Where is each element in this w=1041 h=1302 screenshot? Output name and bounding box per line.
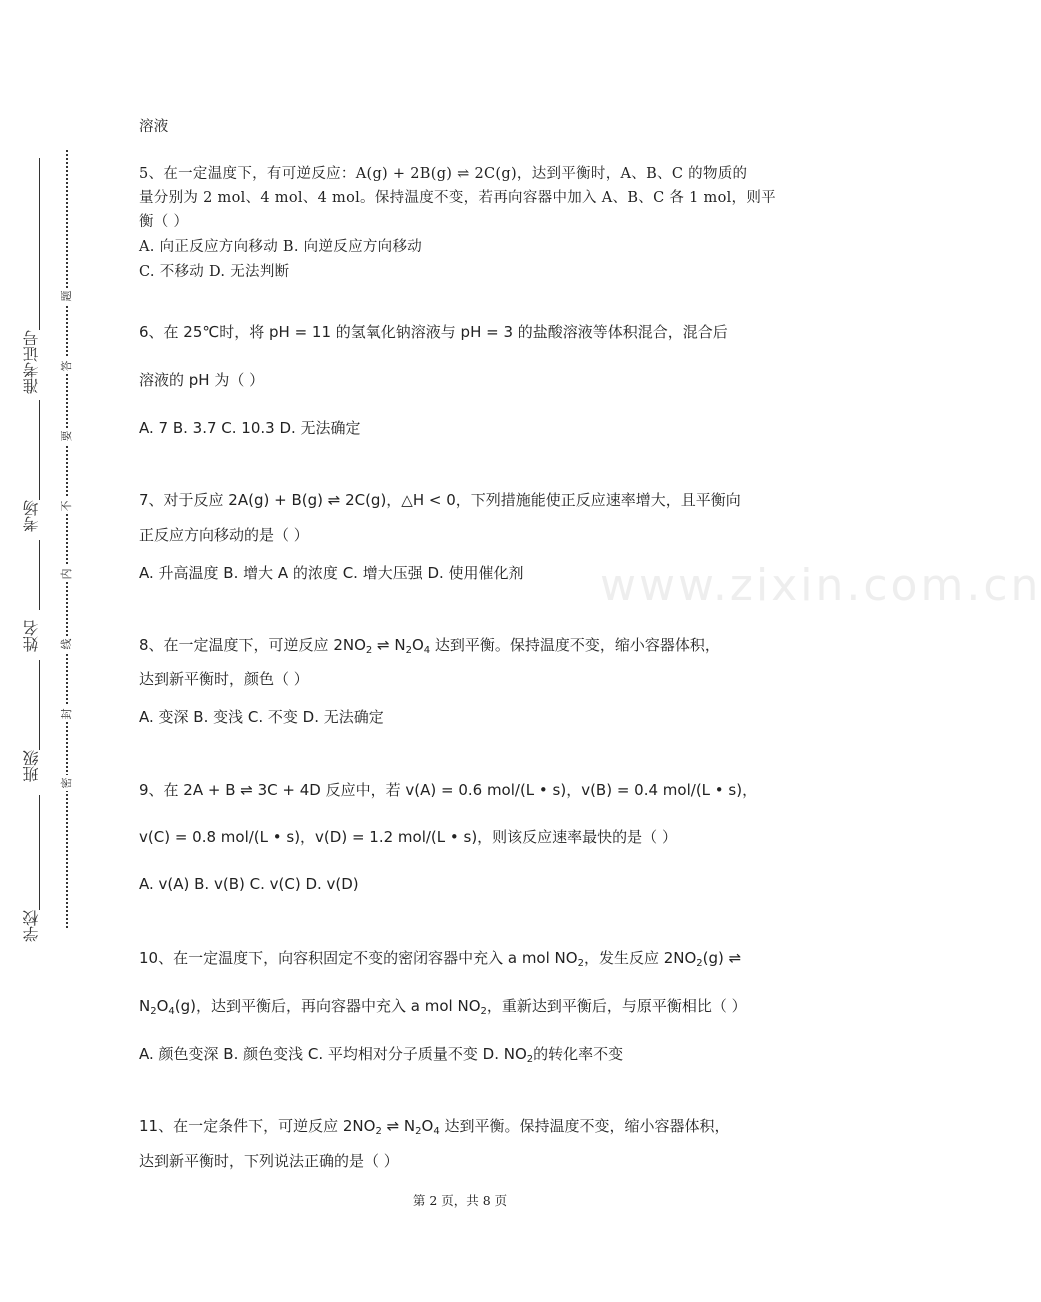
q8-options: A. 变深 B. 变浅 C. 不变 D. 无法确定 — [139, 708, 384, 726]
seal-char: 密 — [58, 775, 74, 791]
side-line-bj — [39, 660, 40, 750]
q7-line-1: 7、对于反应 2A(g) + B(g) ⇌ 2C(g)，△H < 0，下列措施能使正反应速率增大，且平衡向 — [139, 491, 741, 509]
seal-char: 不 — [58, 498, 74, 514]
seal-char: 答 — [58, 358, 74, 374]
continuation-text: 溶液 — [139, 119, 169, 135]
seal-char: 封 — [58, 706, 74, 722]
q6-line-2: 溶液的 pH 为（ ） — [139, 371, 265, 389]
seal-char: 要 — [58, 428, 74, 444]
seal-char: 内 — [58, 566, 74, 582]
page-footer: 第 2 页，共 8 页 — [412, 1193, 508, 1208]
q7-line-2: 正反应方向移动的是（ ） — [139, 526, 309, 544]
seal-char: 题 — [58, 288, 74, 304]
q9-options: A. v(A) B. v(B) C. v(C) D. v(D) — [139, 875, 359, 893]
side-line-xm — [39, 540, 40, 610]
q5-line-1: 5、在一定温度下，有可逆反应：A(g) + 2B(g) ⇌ 2C(g)，达到平衡时，A、B、C 的物质的 — [139, 166, 748, 182]
side-line-kc — [39, 400, 40, 500]
side-label-exam-room: 考场 — [22, 500, 41, 532]
q10-line-1: 10、在一定温度下，向容积固定不变的密闭容器中充入 a mol $NO_2$，发生反应 $2NO_2(g)$ ⇌ — [139, 949, 742, 969]
q8-line-1: 8、在一定温度下，可逆反应 $2NO_2$ ⇌ $N_2O_4$ 达到平衡。保持温度不变，缩小容器体积， — [139, 636, 720, 656]
q5-line-3: 衡（ ） — [139, 214, 189, 230]
q11-line-2: 达到新平衡时，下列说法正确的是（ ） — [139, 1152, 399, 1170]
q10-line-2: $N_2O_4(g)$，达到平衡后，再向容器中充入 a mol $NO_2$，重新达到平衡后，与原平衡相比（ ） — [139, 997, 747, 1017]
q6-options: A. 7 B. 3.7 C. 10.3 D. 无法确定 — [139, 419, 361, 437]
side-label-class: 班级 — [22, 750, 41, 782]
q7-options: A. 升高温度 B. 增大 A 的浓度 C. 增大压强 D. 使用催化剂 — [139, 564, 524, 582]
q10-options: A. 颜色变深 B. 颜色变浅 C. 平均相对分子质量不变 D. $NO_2$的转化率不变 — [139, 1045, 624, 1065]
q9-line-2: v(C) = 0.8 mol/(L • s)，v(D) = 1.2 mol/(L • s)，则该反应速率最快的是（ ） — [139, 828, 677, 846]
q5-option-cd: C. 不移动 D. 无法判断 — [139, 264, 290, 280]
q9-line-1: 9、在 2A + B ⇌ 3C + 4D 反应中，若 v(A) = 0.6 mol/(L • s)，v(B) = 0.4 mol/(L • s)， — [139, 781, 758, 799]
seal-char: 线 — [58, 636, 74, 652]
q5-line-2: 量分别为 2 mol、4 mol、4 mol。保持温度不变，若再向容器中加入 A、B、C 各 1 mol，则平 — [139, 190, 776, 206]
side-line-xx — [39, 795, 40, 910]
side-label-exam-number: 准考证号 — [22, 330, 41, 394]
q11-line-1: 11、在一定条件下，可逆反应 $2NO_2$ ⇌ $N_2O_4$ 达到平衡。保持温度不变，缩小容器体积， — [139, 1117, 730, 1137]
q8-line-2: 达到新平衡时，颜色（ ） — [139, 670, 309, 688]
watermark: www.zixin.com.cn — [600, 560, 1041, 611]
side-label-name: 姓名 — [22, 620, 41, 652]
side-line-zkz — [39, 158, 40, 330]
q6-line-1: 6、在 25℃时，将 pH = 11 的氢氧化钠溶液与 pH = 3 的盐酸溶液等体积混合，混合后 — [139, 323, 728, 341]
side-label-school: 学校 — [22, 910, 41, 942]
q5-option-ab: A. 向正反应方向移动 B. 向逆反应方向移动 — [139, 239, 423, 255]
seal-dotted-line — [66, 150, 68, 928]
